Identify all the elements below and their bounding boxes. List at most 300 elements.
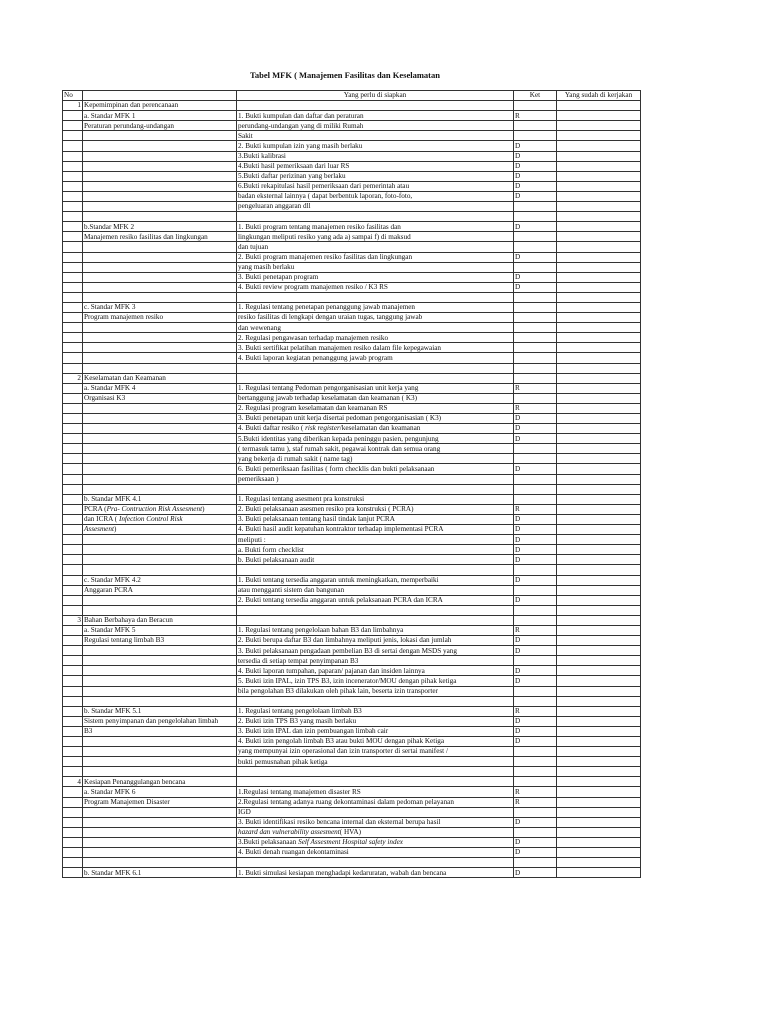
ket-cell	[514, 363, 557, 373]
done-cell	[557, 666, 641, 676]
ket-cell: D	[514, 161, 557, 171]
standard-cell	[83, 333, 237, 343]
ket-cell	[514, 454, 557, 464]
requirement-cell: 1. Regulasi tentang pengelolaan bahan B3 dan limbahnya	[237, 625, 514, 635]
ket-cell	[514, 696, 557, 706]
row-number	[63, 625, 83, 635]
done-cell	[557, 545, 641, 555]
requirement-cell: 2.Regulasi tentang adanya ruang dekontaminasi dalam pedoman pelayanan	[237, 797, 514, 807]
ket-cell: R	[514, 403, 557, 413]
row-number	[63, 848, 83, 858]
done-cell	[557, 605, 641, 615]
done-cell	[557, 272, 641, 282]
table-row	[63, 262, 641, 272]
standard-cell	[83, 131, 237, 141]
table-row	[63, 474, 641, 484]
standard-cell	[83, 202, 237, 212]
requirement-cell: 4. Bukti denah ruangan dekontaminasi	[237, 848, 514, 858]
standard-cell: Manajemen resiko fasilitas dan lingkungan	[83, 232, 237, 242]
requirement-cell	[237, 615, 514, 625]
row-number	[63, 484, 83, 494]
standard-cell: b. Standar MFK 5.1	[83, 706, 237, 716]
done-cell	[557, 696, 641, 706]
ket-cell	[514, 615, 557, 625]
table-row	[63, 383, 641, 393]
requirement-cell: 2. Regulasi program keselamatan dan keamanan RS	[237, 403, 514, 413]
done-cell	[557, 858, 641, 868]
header-standard	[83, 91, 237, 101]
row-number	[63, 646, 83, 656]
requirement-cell	[237, 767, 514, 777]
ket-cell: D	[514, 272, 557, 282]
row-number	[63, 555, 83, 565]
requirement-cell: 2. Bukti program manajemen resiko fasilitas dan lingkungan	[237, 252, 514, 262]
row-number	[63, 757, 83, 767]
standard-cell	[83, 605, 237, 615]
ket-cell: D	[514, 737, 557, 747]
ket-cell: D	[514, 222, 557, 232]
table-row	[63, 555, 641, 565]
ket-cell: D	[514, 545, 557, 555]
table-row	[63, 706, 641, 716]
done-cell	[557, 393, 641, 403]
row-number	[63, 858, 83, 868]
ket-cell	[514, 343, 557, 353]
ket-cell: D	[514, 837, 557, 847]
standard-cell: c. Standar MFK 4.2	[83, 575, 237, 585]
done-cell	[557, 656, 641, 666]
requirement-cell: 6. Bukti pemeriksaan fasilitas ( form checklis dan bukti pelaksanaan	[237, 464, 514, 474]
table-row	[63, 514, 641, 524]
standard-cell: Kepemimpinan dan perencanaan	[83, 101, 237, 111]
requirement-cell: 2. Bukti kumpulan izin yang masih berlaku	[237, 141, 514, 151]
requirement-cell: 3. Bukti pelaksanaan pengadaan pembelian B3 di sertai dengan MSDS yang	[237, 646, 514, 656]
ket-cell	[514, 777, 557, 787]
row-number	[63, 737, 83, 747]
requirement-cell: 2. Bukti izin TPS B3 yang masih berlaku	[237, 716, 514, 726]
table-row	[63, 625, 641, 635]
ket-cell: D	[514, 555, 557, 565]
requirement-cell	[237, 101, 514, 111]
table-row	[63, 686, 641, 696]
requirement-cell: 1. Bukti program tentang manajemen resiko fasilitas dan	[237, 222, 514, 232]
ket-cell: D	[514, 151, 557, 161]
requirement-cell: yang bekerja di rumah sakit ( name tag)	[237, 454, 514, 464]
standard-cell: b. Standar MFK 4.1	[83, 494, 237, 504]
ket-cell	[514, 121, 557, 131]
done-cell	[557, 474, 641, 484]
ket-cell	[514, 393, 557, 403]
table-row	[63, 353, 641, 363]
standard-cell	[83, 444, 237, 454]
ket-cell	[514, 605, 557, 615]
requirement-cell: 4. Bukti hasil audit kepatuhan kontraktor terhadap implementasi PCRA	[237, 525, 514, 535]
row-number	[63, 656, 83, 666]
done-cell	[557, 202, 641, 212]
done-cell	[557, 636, 641, 646]
requirement-cell: bila pengolahan B3 dilakukan oleh pihak lain, beserta izin transporter	[237, 686, 514, 696]
ket-cell: D	[514, 575, 557, 585]
done-cell	[557, 181, 641, 191]
mfk-table	[62, 90, 641, 878]
ket-cell: D	[514, 464, 557, 474]
done-cell	[557, 646, 641, 656]
requirement-cell: 3. Bukti penetapan program	[237, 272, 514, 282]
done-cell	[557, 101, 641, 111]
standard-cell	[83, 141, 237, 151]
row-number	[63, 212, 83, 222]
row-number	[63, 474, 83, 484]
standard-cell	[83, 272, 237, 282]
done-cell	[557, 807, 641, 817]
requirement-cell: bertanggung jawab terhadap keselamatan dan keamanan ( K3)	[237, 393, 514, 403]
table-row	[63, 666, 641, 676]
requirement-cell	[237, 363, 514, 373]
ket-cell	[514, 757, 557, 767]
row-number	[63, 575, 83, 585]
ket-cell	[514, 807, 557, 817]
standard-cell	[83, 474, 237, 484]
standard-cell: Sistem penyimpanan dan pengelolahan limbah	[83, 716, 237, 726]
done-cell	[557, 171, 641, 181]
standard-cell	[83, 646, 237, 656]
standard-cell	[83, 565, 237, 575]
done-cell	[557, 424, 641, 434]
ket-cell: D	[514, 514, 557, 524]
table-row	[63, 484, 641, 494]
row-number	[63, 504, 83, 514]
table-row	[63, 565, 641, 575]
standard-cell	[83, 484, 237, 494]
done-cell	[557, 676, 641, 686]
table-row	[63, 757, 641, 767]
done-cell	[557, 262, 641, 272]
row-number	[63, 494, 83, 504]
standard-cell	[83, 848, 237, 858]
standard-cell: b. Standar MFK 6.1	[83, 868, 237, 878]
ket-cell	[514, 656, 557, 666]
done-cell	[557, 575, 641, 585]
standard-cell	[83, 181, 237, 191]
row-number	[63, 202, 83, 212]
standard-cell	[83, 837, 237, 847]
table-row	[63, 323, 641, 333]
done-cell	[557, 161, 641, 171]
requirement-cell: 4. Bukti daftar resiko ( risk register/keselamatan dan keamanan	[237, 424, 514, 434]
standard-cell	[83, 767, 237, 777]
ket-cell: D	[514, 535, 557, 545]
done-cell	[557, 242, 641, 252]
requirement-cell: yang masih berlaku	[237, 262, 514, 272]
standard-cell	[83, 171, 237, 181]
row-number	[63, 545, 83, 555]
requirement-cell: 2. Bukti tentang tersedia anggaran untuk pelaksanaan PCRA dan ICRA	[237, 595, 514, 605]
row-number	[63, 111, 83, 121]
row-number: 2	[63, 373, 83, 383]
table-row	[63, 494, 641, 504]
standard-cell: PCRA (Pra- Contruction Risk Assesment)	[83, 504, 237, 514]
ket-cell	[514, 262, 557, 272]
requirement-cell: pemeriksaan )	[237, 474, 514, 484]
table-row	[63, 313, 641, 323]
table-row	[63, 615, 641, 625]
done-cell	[557, 191, 641, 201]
requirement-cell: a. Bukti form checklist	[237, 545, 514, 555]
ket-cell	[514, 292, 557, 302]
table-row	[63, 202, 641, 212]
done-cell	[557, 484, 641, 494]
row-number	[63, 464, 83, 474]
italic-term: Pra- Contruction Risk Assesment	[106, 505, 203, 514]
row-number	[63, 333, 83, 343]
table-row	[63, 302, 641, 312]
requirement-cell: 2. Bukti berupa daftar B3 dan limbahnya meliputi jenis, lokasi dan jumlah	[237, 636, 514, 646]
table-row	[63, 403, 641, 413]
row-number	[63, 787, 83, 797]
requirement-cell: badan eksternal lainnya ( dapat berbentuk laporan, foto-foto,	[237, 191, 514, 201]
ket-cell	[514, 131, 557, 141]
table-row	[63, 272, 641, 282]
table-header-row	[63, 91, 641, 101]
header-requirements: Yang perlu di siapkan	[237, 91, 514, 101]
ket-cell	[514, 353, 557, 363]
table-row	[63, 131, 641, 141]
table-row	[63, 737, 641, 747]
requirement-cell: perundang-undangan yang di miliki Rumah	[237, 121, 514, 131]
done-cell	[557, 868, 641, 878]
row-number	[63, 444, 83, 454]
row-number	[63, 222, 83, 232]
table-row	[63, 605, 641, 615]
requirement-cell	[237, 292, 514, 302]
done-cell	[557, 686, 641, 696]
row-number	[63, 282, 83, 292]
requirement-cell: 1. Regulasi tentang pengelolaan limbah B3	[237, 706, 514, 716]
row-number	[63, 121, 83, 131]
requirement-cell: 1. Regulasi tentang asesment pra konstruksi	[237, 494, 514, 504]
row-number	[63, 191, 83, 201]
done-cell	[557, 353, 641, 363]
requirement-cell	[237, 212, 514, 222]
requirement-cell	[237, 696, 514, 706]
done-cell	[557, 121, 641, 131]
requirement-cell: yang mempunyai izin operasional dan izin transporter di sertai manifest /	[237, 747, 514, 757]
row-number	[63, 383, 83, 393]
table-row	[63, 787, 641, 797]
requirement-cell: 1. Bukti kumpulan dan daftar dan peraturan	[237, 111, 514, 121]
standard-cell	[83, 353, 237, 363]
done-cell	[557, 151, 641, 161]
row-number	[63, 565, 83, 575]
standard-cell	[83, 292, 237, 302]
requirement-cell	[237, 373, 514, 383]
standard-cell: a. Standar MFK 1	[83, 111, 237, 121]
standard-cell: a. Standar MFK 6	[83, 787, 237, 797]
standard-cell	[83, 323, 237, 333]
ket-cell: D	[514, 282, 557, 292]
row-number	[63, 676, 83, 686]
row-number	[63, 242, 83, 252]
standard-cell: a. Standar MFK 5	[83, 625, 237, 635]
standard-cell: b.Standar MFK 2	[83, 222, 237, 232]
row-number: 3	[63, 615, 83, 625]
requirement-cell	[237, 605, 514, 615]
ket-cell: R	[514, 625, 557, 635]
table-row	[63, 373, 641, 383]
done-cell	[557, 454, 641, 464]
table-row	[63, 414, 641, 424]
row-number	[63, 393, 83, 403]
table-row	[63, 716, 641, 726]
row-number	[63, 686, 83, 696]
row-number	[63, 141, 83, 151]
requirement-cell: 2. Regulasi pengawasan terhadap manajemen resiko	[237, 333, 514, 343]
ket-cell: D	[514, 666, 557, 676]
ket-cell	[514, 302, 557, 312]
table-row	[63, 575, 641, 585]
done-cell	[557, 141, 641, 151]
header-ket: Ket	[514, 91, 557, 101]
done-cell	[557, 565, 641, 575]
standard-cell: a. Standar MFK 4	[83, 383, 237, 393]
requirement-cell: bukti pemusnahan pihak ketiga	[237, 757, 514, 767]
table-row	[63, 191, 641, 201]
document-title: Tabel MFK ( Manajemen Fasilitas dan Keselamatan	[250, 70, 440, 80]
requirement-cell: 5.Bukti daftar perizinan yang berlaku	[237, 171, 514, 181]
requirement-cell: 1. Regulasi tentang Pedoman pengorganisasian unit kerja yang	[237, 383, 514, 393]
row-number	[63, 716, 83, 726]
done-cell	[557, 837, 641, 847]
requirement-cell: Sakit	[237, 131, 514, 141]
ket-cell: D	[514, 646, 557, 656]
row-number: 1	[63, 101, 83, 111]
ket-cell: R	[514, 797, 557, 807]
standard-cell	[83, 363, 237, 373]
ket-cell: D	[514, 191, 557, 201]
table-row	[63, 646, 641, 656]
table-row	[63, 121, 641, 131]
italic-term: hazard dan vulnerability assesment	[238, 828, 340, 837]
standard-cell	[83, 424, 237, 434]
done-cell	[557, 444, 641, 454]
ket-cell	[514, 767, 557, 777]
done-cell	[557, 464, 641, 474]
ket-cell	[514, 858, 557, 868]
row-number	[63, 313, 83, 323]
ket-cell: D	[514, 868, 557, 878]
table-row	[63, 434, 641, 444]
ket-cell	[514, 494, 557, 504]
table-row	[63, 222, 641, 232]
done-cell	[557, 737, 641, 747]
done-cell	[557, 747, 641, 757]
done-cell	[557, 292, 641, 302]
done-cell	[557, 131, 641, 141]
ket-cell: D	[514, 636, 557, 646]
row-number	[63, 434, 83, 444]
done-cell	[557, 525, 641, 535]
standard-cell	[83, 817, 237, 827]
standard-cell	[83, 555, 237, 565]
ket-cell	[514, 827, 557, 837]
row-number	[63, 131, 83, 141]
header-done: Yang sudah di kerjakan	[557, 91, 641, 101]
standard-cell	[83, 827, 237, 837]
table-row	[63, 161, 641, 171]
standard-cell	[83, 676, 237, 686]
row-number	[63, 292, 83, 302]
standard-cell	[83, 454, 237, 464]
standard-cell	[83, 212, 237, 222]
ket-cell	[514, 323, 557, 333]
table-row	[63, 242, 641, 252]
table-row	[63, 868, 641, 878]
requirement-cell: 4. Bukti izin pengolah limbah B3 atau bukti MOU dengan pihak Ketiga	[237, 737, 514, 747]
done-cell	[557, 535, 641, 545]
table-row	[63, 837, 641, 847]
requirement-cell: dan wewenang	[237, 323, 514, 333]
table-row	[63, 424, 641, 434]
row-number	[63, 827, 83, 837]
table-row	[63, 333, 641, 343]
table-row	[63, 595, 641, 605]
done-cell	[557, 716, 641, 726]
table-row	[63, 141, 641, 151]
done-cell	[557, 706, 641, 716]
standard-cell	[83, 535, 237, 545]
table-row	[63, 767, 641, 777]
row-number	[63, 767, 83, 777]
requirement-cell: 4.Bukti hasil pemeriksaan dari luar RS	[237, 161, 514, 171]
requirement-cell: 3. Bukti izin IPAL dan izin pembuangan limbah cair	[237, 726, 514, 736]
requirement-cell: 3.Bukti kalibrasi	[237, 151, 514, 161]
done-cell	[557, 817, 641, 827]
standard-cell	[83, 403, 237, 413]
row-number	[63, 171, 83, 181]
row-number	[63, 514, 83, 524]
done-cell	[557, 414, 641, 424]
done-cell	[557, 434, 641, 444]
row-number	[63, 302, 83, 312]
italic-term: Self Assesment Hospital safety index	[298, 838, 403, 847]
table-row	[63, 343, 641, 353]
table-row	[63, 656, 641, 666]
table-row	[63, 111, 641, 121]
row-number	[63, 807, 83, 817]
row-number	[63, 403, 83, 413]
requirement-cell: 4. Bukti laporan kegiatan penanggung jawab program	[237, 353, 514, 363]
standard-cell: Bahan Berbahaya dan Beracun	[83, 615, 237, 625]
standard-cell: c. Standar MFK 3	[83, 302, 237, 312]
done-cell	[557, 252, 641, 262]
table-row	[63, 525, 641, 535]
table-row	[63, 454, 641, 464]
requirement-cell: atau mengganti sistem dan bangunan	[237, 585, 514, 595]
done-cell	[557, 767, 641, 777]
done-cell	[557, 403, 641, 413]
ket-cell	[514, 232, 557, 242]
requirement-cell	[237, 777, 514, 787]
table-row	[63, 858, 641, 868]
table-row	[63, 797, 641, 807]
row-number	[63, 706, 83, 716]
row-number	[63, 525, 83, 535]
done-cell	[557, 595, 641, 605]
standard-cell	[83, 343, 237, 353]
ket-cell: R	[514, 706, 557, 716]
table-row	[63, 151, 641, 161]
header-no: No	[63, 91, 83, 101]
